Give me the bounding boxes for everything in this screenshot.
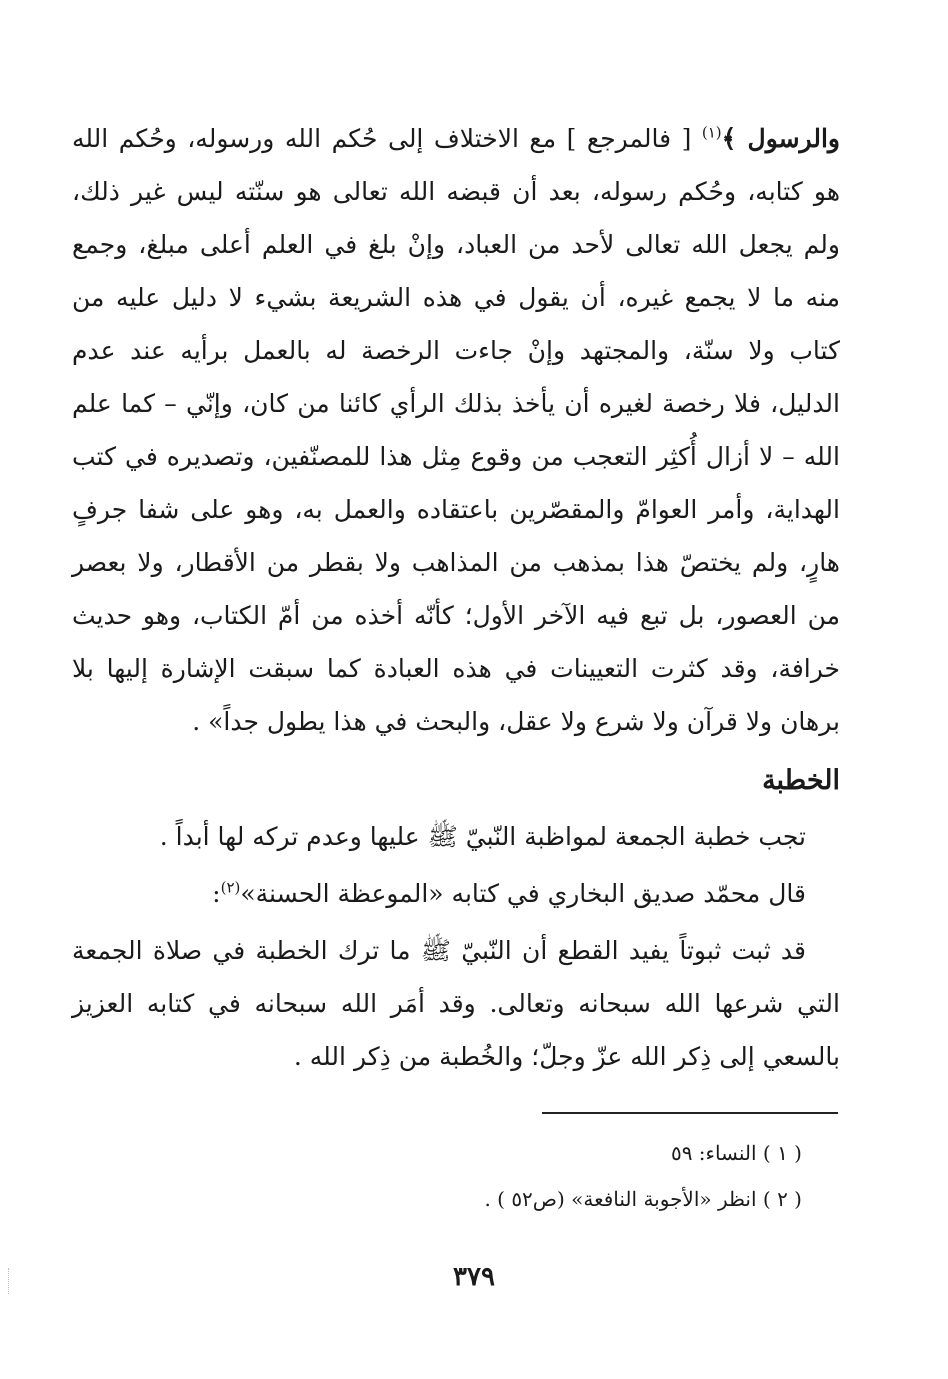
text-line: يجعل الله تعالى لأحد من العباد، وإنْ بلغ في العلم أعلى مبلغ، وجمع منه ما [72, 230, 841, 312]
page-number: ٣٧٩ [453, 1262, 495, 1292]
text-line: وأمر العوامّ والمقصّرين باعتقاده والعمل به، وهو على شفا جرفٍ هارٍ، ولم [72, 495, 840, 577]
paragraph-citation [72, 867, 840, 920]
citation-colon: : [212, 879, 221, 908]
text-line: رخصة لغيره أن يأخذ بذلك الرأي كائنا من كان، وإنّي – كما علم الله – لا [72, 389, 840, 471]
footnote-ref-2: (٢) [220, 878, 241, 897]
footnote-2: ( ٢ ) انظر «الأجوبة النافعة» (ص٥٢ ) . [484, 1187, 802, 1211]
main-paragraph [72, 112, 840, 748]
footnote-divider [542, 1112, 838, 1114]
text-line: يختصّ هذا بمذهب من المذاهب ولا بقطر من الأقطار، ولا بعصر من [72, 548, 840, 630]
text-line: برهان ولا قرآن ولا شرع ولا عقل، والبحث في هذا يطول جداً» . [192, 707, 840, 736]
text-line: سنّة، والمجتهد وإنْ جاءت الرخصة له بالعمل برأيه عند عدم الدليل، فلا [72, 336, 841, 418]
footnotes [72, 1130, 802, 1222]
text-line: خرافة، وقد كثرت التعيينات في هذه العبادة كما سبقت الإشارة إليها بلا [72, 654, 840, 683]
text-line: العصور، بل تبع فيه الآخر الأول؛ كأنّه أخذه من أمّ الكتاب، وهو حديث [72, 601, 797, 630]
text-line: إلى ذِكر الله عزّ وجلّ؛ والخُطبة من ذِكر الله . [293, 1042, 755, 1071]
text-line: قد ثبت ثبوتاً يفيد القطع أن النّبيّ ﷺ ما ترك الخطبة في صلاة الجمعة [72, 936, 806, 965]
footnote-ref-1: (١) [701, 123, 722, 142]
text-line: [ فالمرجع ] مع الاختلاف إلى حُكم الله ورسوله، وحُكم الله [72, 124, 702, 153]
paragraph-obligation: تجب خطبة الجمعة لمواظبة النّبيّ ﷺ عليها وعدم تركه لها أبداً . [159, 822, 806, 851]
paragraph-quote [72, 924, 840, 1083]
section-heading: الخطبة [762, 765, 840, 796]
page-body [72, 112, 840, 1083]
text-line: التي شرعها الله سبحانه وتعالى. وقد أمَر الله سبحانه في كتابه العزيز بالسعي [72, 989, 840, 1071]
citation-text: قال محمّد صديق البخاري في كتابه «الموعظة الحسنة» [240, 879, 806, 908]
footnote-1: ( ١ ) النساء: ٥٩ [670, 1141, 802, 1165]
text-line: هو كتابه، وحُكم رسوله، بعد أن قبضه الله تعالى هو سنّته ليس غير ذلك، ولم [72, 177, 840, 259]
quran-verse-end: والرسول ﴾ [721, 124, 840, 153]
scan-margin-mark [8, 1268, 13, 1294]
text-line: لا يجمع غيره، أن يقول في هذه الشريعة بشيء لا دليل عليه من كتاب ولا [72, 283, 840, 365]
text-line: أزال أُكثِر التعجب من وقوع مِثل هذا للمصنّفين، وتصديره في كتب الهداية، [72, 442, 840, 524]
